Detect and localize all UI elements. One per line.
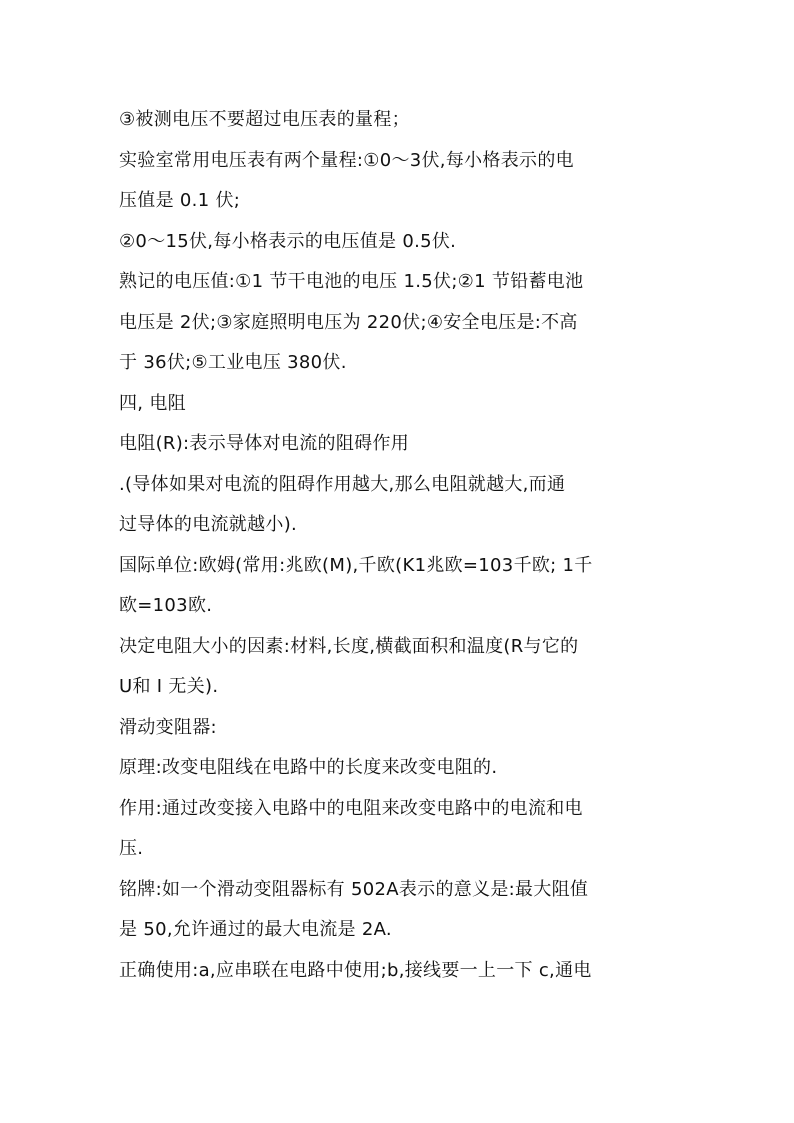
text-line: 过导体的电流就越小). <box>119 514 298 535</box>
text-line: 决定电阻大小的因素:材料,长度,横截面积和温度(R与它的 <box>119 635 579 657</box>
text-line: 电压是 2伏;③家庭照明电压为 220伏;④安全电压是:不高 <box>119 311 578 333</box>
text-line: ③被测电压不要超过电压表的量程； <box>119 109 410 130</box>
text-line: 于 36伏;⑤工业电压 380伏. <box>119 352 347 373</box>
text-line: U和 I 无关). <box>119 676 219 697</box>
text-line: 电阻(R):表示导体对电流的阻碍作用 <box>119 433 410 454</box>
text-line: 压. <box>119 838 144 859</box>
section-heading: 四, 电阻 <box>119 392 186 414</box>
text-line: 铭牌:如一个滑动变阻器标有 502A表示的意义是:最大阻值 <box>119 878 589 900</box>
text-line: 压值是 0.1 伏; <box>119 190 241 211</box>
text-line: 实验室常用电压表有两个量程:①0～3伏,每小格表示的电 <box>119 149 574 171</box>
text-line: 欧=103欧. <box>119 595 213 616</box>
text-line: 原理:改变电阻线在电路中的长度来改变电阻的. <box>119 757 498 778</box>
text-line: 作用:通过改变接入电路中的电阻来改变电路中的电流和电 <box>119 797 583 819</box>
text-line: 滑动变阻器: <box>119 716 217 738</box>
text-line: 正确使用:a,应串联在电路中使用;b,接线要一上一下 c,通电 <box>119 959 592 981</box>
text-line: 熟记的电压值:①1 节干电池的电压 1.5伏;②1 节铅蓄电池 <box>119 271 584 292</box>
text-line: .(导体如果对电流的阻碍作用越大,那么电阻就越大,而通 <box>119 473 566 495</box>
text-line: 国际单位:欧姆(常用:兆欧(M),千欧(K1兆欧=103千欧; 1千 <box>119 554 593 576</box>
text-line: ②0～15伏,每小格表示的电压值是 0.5伏. <box>119 230 457 252</box>
text-line: 是 50,允许通过的最大电流是 2A. <box>119 919 392 940</box>
document-body <box>119 100 679 991</box>
